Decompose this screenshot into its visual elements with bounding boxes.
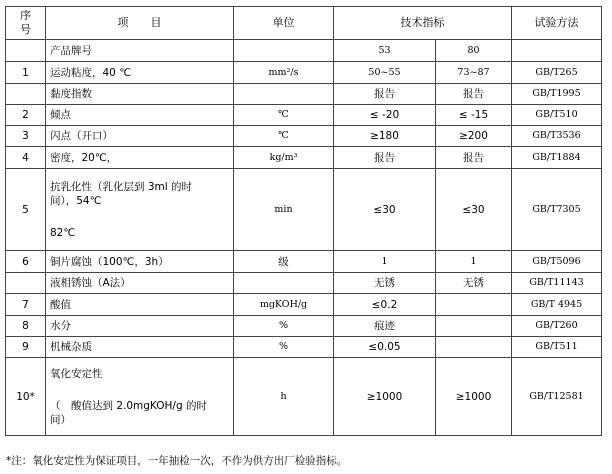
table-row: 7 酸值 mgKOH/g ≤0.2 GB/T 4945 (6, 294, 602, 316)
header-method: 试验方法 (512, 7, 602, 40)
header-seq: 序 号 (6, 7, 46, 40)
table-row: 8 水分 % 痕迹 GB/T260 (6, 316, 602, 337)
table-row: 液相锈蚀（A法） 无锈 无锈 GB/T11143 (6, 273, 602, 294)
grade-label: 产品牌号 (46, 40, 234, 62)
table-row: 9 机械杂质 % ≤0.05 GB/T511 (6, 337, 602, 358)
table-row: 4 密度，20℃， kg/m³ 报告 报告 GB/T1884 (6, 147, 602, 169)
spec-table-wrapper (5, 6, 602, 436)
table-row: 2 倾点 ℃ ≤ -20 ≤ -15 GB/T510 (6, 105, 602, 126)
header-row (6, 7, 602, 40)
grade-row (6, 40, 602, 62)
grade-80: 80 (436, 40, 512, 62)
table-row: 黏度指数 报告 报告 GB/T1995 (6, 84, 602, 105)
table-row: 6 铜片腐蚀（100℃，3h） 级 1 1 GB/T5096 (6, 251, 602, 273)
spec-table (5, 6, 602, 436)
table-row: 5 抗乳化性（乳化层到 3ml 的时 间），54℃ 82℃ min ≤30 ≤30 GB/T7305 (6, 169, 602, 251)
header-item: 项 目 (46, 7, 234, 40)
table-row: 10* 氧化安定性 （ 酸值达到 2.0mgKOH/g 的时 间） h ≥1000 ≥1000 GB/T12581 (6, 358, 602, 436)
table-row: 1 运动粘度，40 ℃ mm²/s 50~55 73~87 GB/T265 (6, 62, 602, 84)
header-unit: 单位 (234, 7, 334, 40)
table-row: 3 闪点（开口） ℃ ≥180 ≥200 GB/T3536 (6, 126, 602, 147)
footnote: *注：氧化安定性为保证项目，一年抽检一次，不作为供方出厂检验指标。 (6, 455, 348, 467)
grade-53: 53 (334, 40, 436, 62)
header-spec: 技术指标 (334, 7, 512, 40)
